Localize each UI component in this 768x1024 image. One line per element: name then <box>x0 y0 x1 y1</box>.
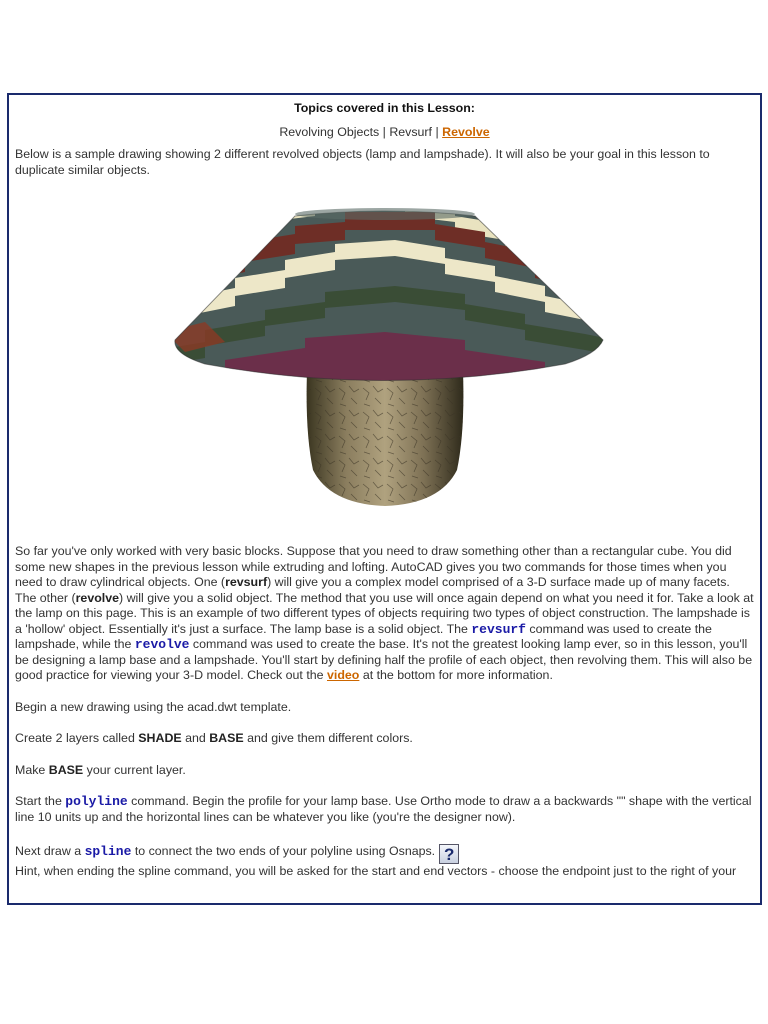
lamp-illustration <box>145 192 625 532</box>
text-segment: Make <box>15 762 49 777</box>
hint-paragraph: Hint, when ending the spline command, you will be asked for the start and end vectors - choose the endpoint just to the right of your <box>15 864 737 878</box>
text-segment: Create 2 layers called <box>15 731 139 745</box>
text-segment: and <box>181 731 210 745</box>
command-spline: spline <box>84 844 132 859</box>
text-segment: to connect the two ends of your polyline using Osnaps. <box>131 844 436 858</box>
lamp-base <box>306 364 463 506</box>
text-segment: command was used to create the base. It's not the greatest looking lamp ever, so in this lesson, you'll be designing a lamp base and a lampshade. You'll start by defining half the profile of each object, then revolving them. This will also be good practice for viewing your 3-D model. Check out the <box>15 637 753 682</box>
lesson-title: Topics covered in this Lesson: <box>294 101 475 115</box>
layer-base: BASE <box>209 731 244 745</box>
topic-revolve-link[interactable]: Revolve <box>442 124 490 139</box>
lesson-content <box>9 95 760 880</box>
step-current-layer <box>15 763 754 779</box>
topic-separator: | <box>379 124 390 139</box>
command-revsurf: revsurf <box>471 621 526 637</box>
text-segment: So far you've only worked with very basic blocks. Suppose that you need to draw something other than a rectangular cube. You did some new shapes in the previous lesson while extruding and lofting. AutoCAD gives you two commands for those times when you need to draw cylindrical objects. One ( <box>15 544 732 589</box>
step-polyline <box>15 794 754 825</box>
text-segment: command. Begin the profile for your lamp base. Use Ortho mode to draw a a backwards "" shape with the vertical line 10 units up and the horizontal lines can be whatever you like (you're the designer now). <box>15 794 752 824</box>
text-segment: ) will give you a complex model comprised of a 3-D surface made up of many facets. The other ( <box>15 575 730 605</box>
intro-paragraph: Below is a sample drawing showing 2 different revolved objects (lamp and lampshade). It will also be your goal in this lesson to duplicate similar objects. <box>15 147 710 177</box>
question-mark-help-icon[interactable]: ? <box>439 844 459 864</box>
lesson-frame <box>7 93 762 905</box>
text-segment: your current layer. <box>83 762 186 777</box>
text-segment: command was used to create the lampshade, while the <box>15 621 712 651</box>
topic-revolving-objects: Revolving Objects <box>279 124 380 139</box>
term-revolve: revolve <box>75 590 120 605</box>
topic-revsurf: Revsurf <box>389 124 433 139</box>
layer-shade: SHADE <box>138 731 182 745</box>
text-segment: at the bottom for more information. <box>359 668 553 682</box>
topics-nav <box>15 125 754 141</box>
lamp-image <box>145 192 625 532</box>
step-new-drawing: Begin a new drawing using the acad.dwt template. <box>15 699 292 714</box>
lamp-shade <box>145 192 625 412</box>
term-revsurf: revsurf <box>225 575 268 589</box>
body-paragraph-1 <box>15 544 754 684</box>
step-spline <box>15 844 754 864</box>
video-link[interactable]: video <box>327 668 360 682</box>
text-segment: Start the <box>15 794 66 808</box>
command-polyline: polyline <box>65 794 128 809</box>
text-segment: ) will give you a solid object. The method that you use will once again depend on what you need it for. Take a look at the lamp on this page. This is an example of two different types of objects requiring two types of object construction. The lampshade is a 'hollow' object. Essentially it's just a surface. The lamp base is a solid object. The <box>15 590 754 636</box>
command-revolve: revolve <box>134 637 190 652</box>
topic-separator: | <box>432 124 443 139</box>
text-segment: and give them different colors. <box>243 731 413 745</box>
step-create-layers <box>15 731 754 747</box>
text-segment: Next draw a <box>15 844 85 858</box>
layer-base: BASE <box>48 762 84 777</box>
